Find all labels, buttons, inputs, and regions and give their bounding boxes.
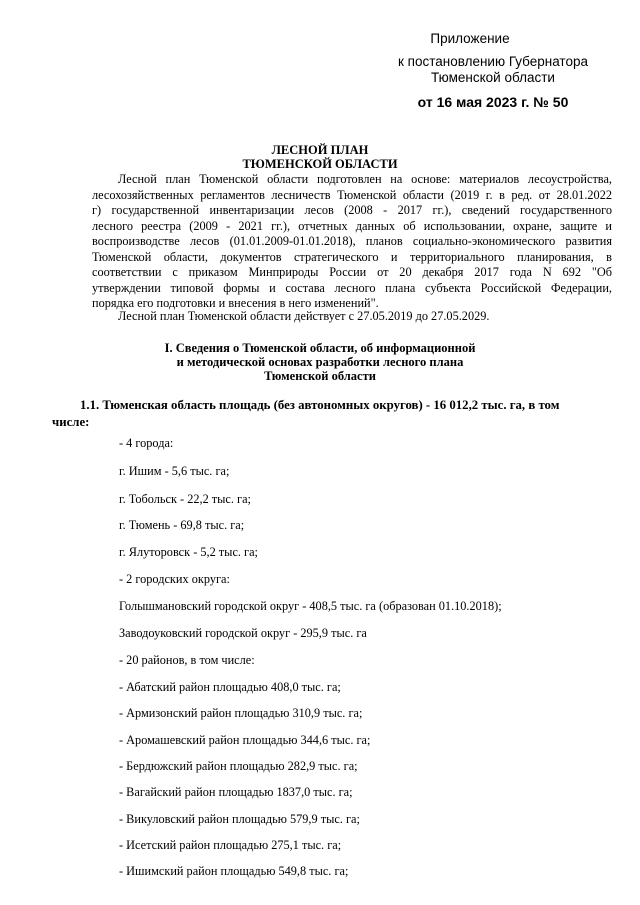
intro-paragraph	[92, 172, 612, 312]
list-item: - Аромашевский район площадью 344,6 тыс. га;	[119, 733, 371, 747]
list-item: г. Тюмень - 69,8 тыс. га;	[119, 518, 245, 532]
subsection-line2: числе:	[52, 415, 90, 429]
list-item: г. Ялуторовск - 5,2 тыс. га;	[119, 545, 258, 559]
section-heading-line1: I. Сведения о Тюменской области, об информационной	[164, 341, 476, 355]
list-item: - 4 города:	[119, 436, 174, 450]
list-item: - Армизонский район площадью 310,9 тыс. га;	[119, 706, 363, 720]
list-item: - Вагайский район площадью 1837,0 тыс. га;	[119, 785, 353, 799]
intro-line: лесного реестра (2009 - 2021 гг.), отчетных данных об использовании, охране, защите и	[92, 218, 612, 233]
list-item: - 2 городских округа:	[119, 572, 230, 586]
list-item: г. Ишим - 5,6 тыс. га;	[119, 464, 230, 478]
subsection-heading	[52, 397, 572, 431]
list-item: - Исетский район площадью 275,1 тыс. га;	[119, 838, 342, 852]
intro-line: лесохозяйственных регламентов лесничеств Тюменской области (2019 г. в ред. от 28.01.2022	[92, 187, 612, 202]
intro-line: Тюменской области, документов стратегического и территориального планирования, в	[92, 249, 612, 264]
list-item: Заводоуковский городской округ - 295,9 тыс. га	[119, 626, 367, 640]
annex-label: Приложение	[430, 31, 510, 46]
list-item: - Викуловский район площадью 579,9 тыс. га;	[119, 812, 360, 826]
intro-line: соответствии с приказом Минприроды России от 20 декабря 2017 года N 692 "Об	[92, 265, 612, 279]
list-item: - Ишимский район площадью 549,8 тыс. га;	[119, 864, 349, 878]
intro-line: г) государственной инвентаризации лесов (2008 - 2017 гг.), сведений государственного	[92, 203, 612, 217]
list-item: Голышмановский городской округ - 408,5 тыс. га (образован 01.10.2018);	[119, 599, 502, 613]
validity-statement: Лесной план Тюменской области действует с 27.05.2019 до 27.05.2029.	[118, 309, 490, 323]
resolution-date-number: от 16 мая 2023 г. № 50	[417, 94, 569, 110]
document-title-line2: ТЮМЕНСКОЙ ОБЛАСТИ	[242, 157, 398, 171]
list-item: г. Тобольск - 22,2 тыс. га;	[119, 492, 251, 506]
intro-line: порядка его подготовки и внесения в него изменений".	[92, 296, 379, 310]
document-title-line1: ЛЕСНОЙ ПЛАН	[271, 143, 369, 157]
list-item: - Бердюжский район площадью 282,9 тыс. га;	[119, 759, 358, 773]
intro-line: Лесной план Тюменской области подготовлен на основе: материалов лесоустройства,	[118, 172, 612, 186]
list-item: - 20 районов, в том числе:	[119, 653, 255, 667]
list-item: - Абатский район площадью 408,0 тыс. га;	[119, 680, 341, 694]
resolution-reference: к постановлению Губернатора	[398, 54, 588, 69]
subsection-line1: 1.1. Тюменская область площадь (без автономных округов) - 16 012,2 тыс. га, в том	[80, 398, 560, 412]
region-name: Тюменской области	[431, 70, 555, 85]
section-heading-line2: и методической основах разработки лесного плана	[176, 355, 464, 369]
section-heading-line3: Тюменской области	[264, 369, 376, 383]
intro-line: воспроизводстве лесов (01.01.2009-01.01.2018), планов социально-экономического развития	[92, 234, 612, 248]
intro-line: утверждении типовой формы и состава лесного плана субъекта Российской Федерации,	[92, 280, 612, 295]
